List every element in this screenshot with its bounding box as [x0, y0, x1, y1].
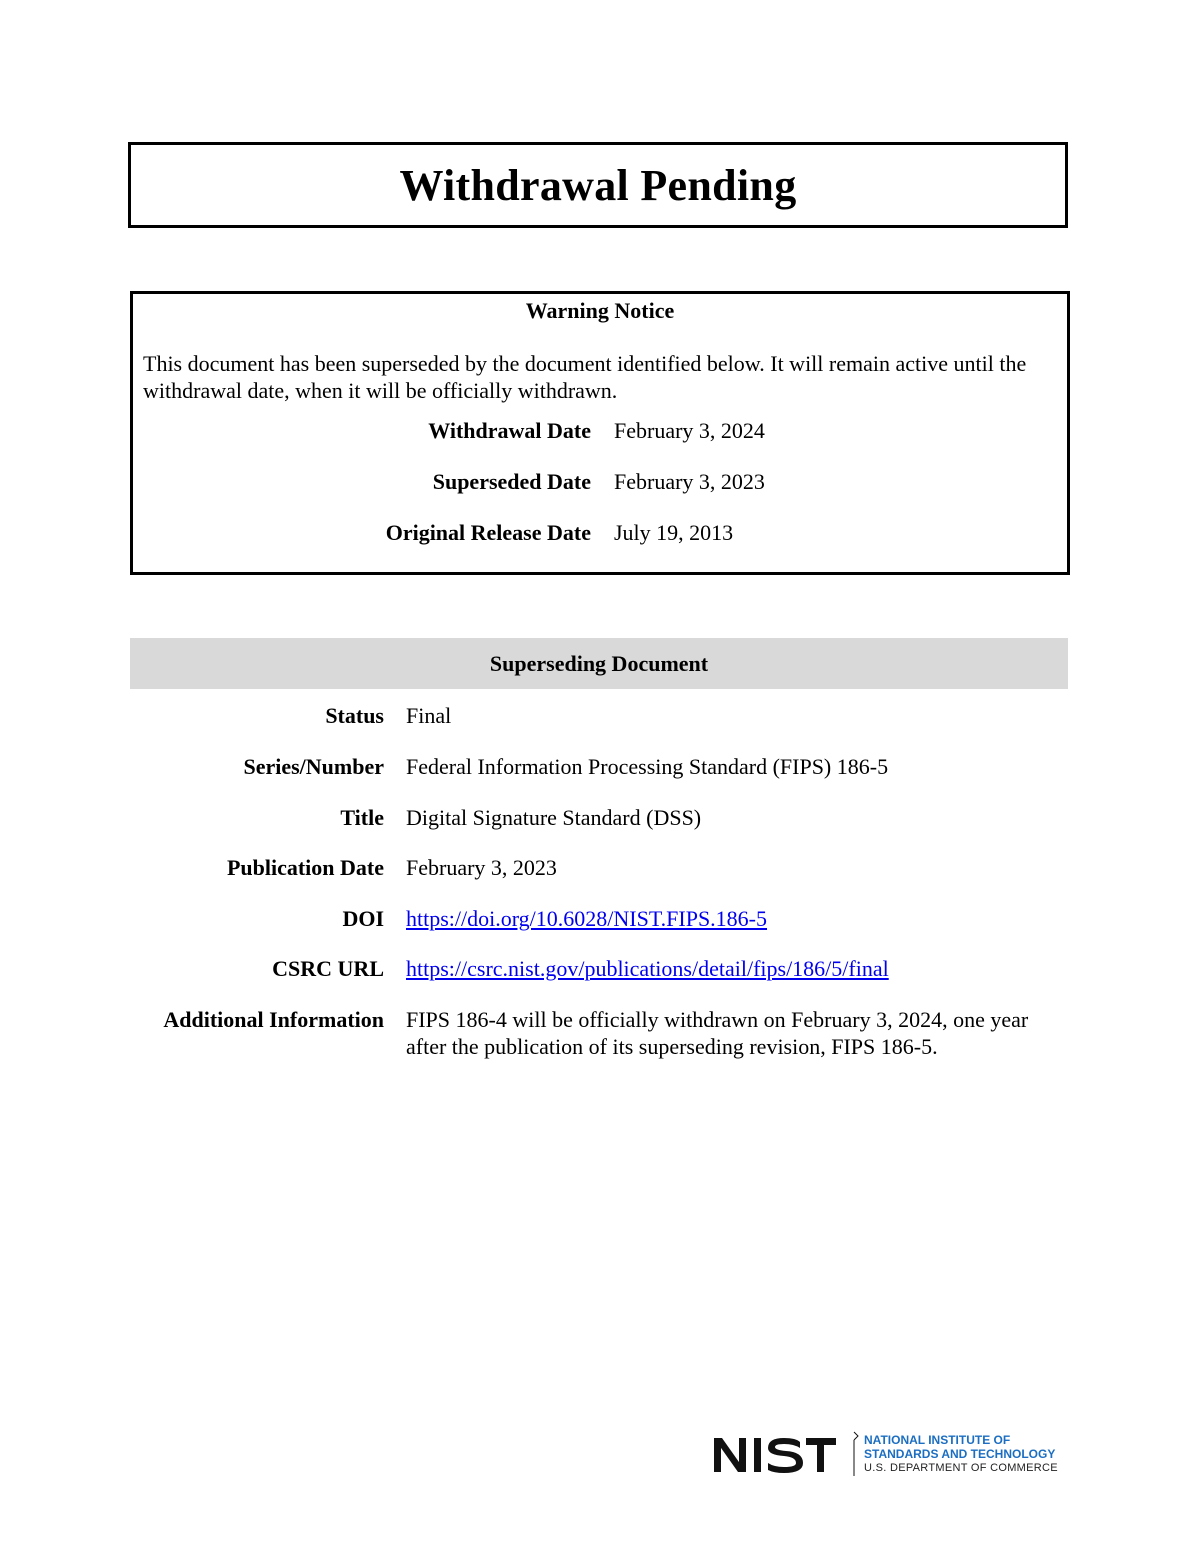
nist-line-1: NATIONAL INSTITUTE OF [864, 1433, 1011, 1447]
additional-information-value: FIPS 186-4 will be officially withdrawn on February 3, 2024, one year after the publication of its superseding revision, FIPS 186-5. [406, 1007, 1029, 1059]
status-value: Final [406, 703, 452, 728]
status-label: Status [325, 703, 384, 728]
nist-institute-text [864, 1433, 1058, 1475]
superseded-date-label: Superseded Date [432, 469, 591, 494]
superseding-document-header: Superseding Document [130, 638, 1068, 689]
warning-text: This document has been superseded by the document identified below. It will remain active until the withdrawal date, when it will be officially withdrawn. [143, 351, 1027, 403]
superseded-date-value: February 3, 2023 [614, 469, 765, 494]
doi-link[interactable]: https://doi.org/10.6028/NIST.FIPS.186-5 [406, 906, 768, 931]
csrc-url-label: CSRC URL [272, 956, 384, 981]
title-value: Digital Signature Standard (DSS) [406, 805, 702, 830]
publication-date-label: Publication Date [226, 855, 384, 880]
warning-notice-box [130, 291, 1070, 575]
title-box [128, 142, 1068, 228]
doi-label: DOI [342, 906, 384, 931]
series-number-value: Federal Information Processing Standard (FIPS) 186-5 [406, 754, 889, 779]
superseded-date-row [133, 469, 1067, 497]
title-label: Title [340, 805, 384, 830]
withdrawal-date-value: February 3, 2024 [614, 418, 765, 443]
withdrawal-date-row [133, 418, 1067, 446]
page-title: Withdrawal Pending [399, 160, 797, 210]
nist-line-3: U.S. DEPARTMENT OF COMMERCE [864, 1462, 1058, 1474]
nist-line-2: STANDARDS AND TECHNOLOGY [864, 1447, 1056, 1461]
warning-heading: Warning Notice [525, 298, 675, 323]
original-release-date-label: Original Release Date [385, 520, 591, 545]
series-number-label: Series/Number [243, 754, 384, 779]
original-release-date-value: July 19, 2013 [614, 520, 734, 545]
original-release-date-row [133, 520, 1067, 548]
publication-date-value: February 3, 2023 [406, 855, 557, 880]
withdrawal-date-label: Withdrawal Date [428, 418, 591, 443]
csrc-url-link[interactable]: https://csrc.nist.gov/publications/detail/fips/186/5/final [406, 956, 889, 981]
additional-information-label: Additional Information [163, 1007, 384, 1032]
